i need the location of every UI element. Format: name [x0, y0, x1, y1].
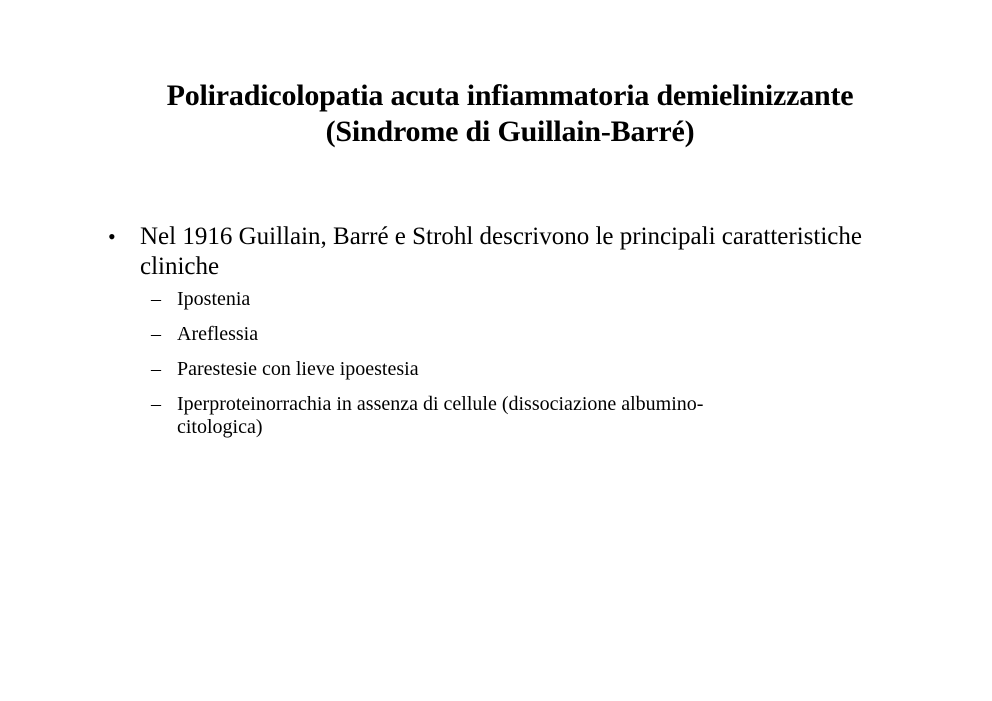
sub-bullet-text: Areflessia — [177, 323, 259, 345]
sub-bullet-item — [140, 393, 912, 439]
sub-bullet-list — [140, 288, 912, 439]
title-line-2: (Sindrome di Guillain-Barré) — [325, 115, 695, 148]
sub-bullet-marker: – — [151, 393, 161, 415]
bullet-list — [0, 222, 992, 451]
sub-bullet-text: Iperproteinorrachia in assenza di cellule (dissociazione albumino-citologica) — [177, 393, 704, 438]
bullet-marker: • — [108, 224, 116, 249]
sub-bullet-text: Ipostenia — [177, 288, 251, 310]
sub-bullet-item — [140, 323, 912, 346]
slide-title — [60, 78, 960, 150]
sub-bullet-marker: – — [151, 288, 161, 310]
bullet-text: Nel 1916 Guillain, Barré e Strohl descrivono le principali caratteristiche cliniche — [140, 223, 862, 280]
sub-bullet-item — [140, 358, 912, 381]
bullet-item — [0, 222, 992, 439]
sub-bullet-marker: – — [151, 323, 161, 345]
sub-bullet-marker: – — [151, 358, 161, 380]
title-line-1: Poliradicolopatia acuta infiammatoria demielinizzante — [166, 79, 854, 112]
sub-bullet-text: Parestesie con lieve ipoestesia — [177, 358, 419, 380]
sub-bullet-item — [140, 288, 912, 311]
